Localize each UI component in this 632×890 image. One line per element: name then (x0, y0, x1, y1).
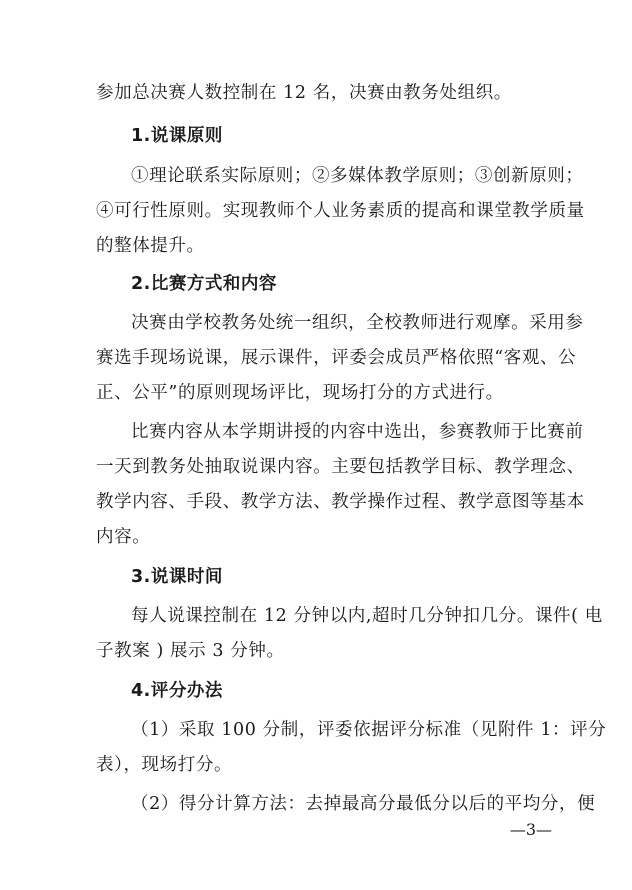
method-para2-line-1: 比赛内容从本学期讲授的内容中选出，参赛教师于比赛前 (131, 422, 584, 442)
principles-line-1: ①理论联系实际原则；②多媒体教学原则；③创新原则； (131, 166, 584, 186)
section-heading-time: 3.说课时间 (131, 567, 223, 587)
scoring-line-2: 表），现场打分。 (96, 755, 233, 775)
scoring-line-1: （1）采取 100 分制，评委依据评分标准（见附件 1：评分 (131, 720, 607, 740)
method-para2-line-3: 教学内容、手段、教学方法、教学操作过程、教学意图等基本 (96, 492, 585, 512)
section-heading-method: 2.比赛方式和内容 (131, 274, 277, 294)
method-para1-line-3: 正、公平”的原则现场评比，现场打分的方式进行。 (96, 383, 504, 403)
time-line-2: 子教案 ) 展示 3 分钟。 (96, 641, 285, 661)
section-heading-scoring: 4.评分办法 (131, 681, 223, 701)
intro-line: 参加总决赛人数控制在 12 名，决赛由教务处组织。 (96, 83, 512, 103)
scoring-line-3: （2）得分计算方法：去掉最高分最低分以后的平均分，便 (131, 794, 596, 814)
method-para2-line-2: 一天到教务处抽取说课内容。主要包括教学目标、教学理念、 (96, 457, 585, 477)
method-para1-line-2: 赛选手现场说课，展示课件，评委会成员严格依照“客观、公 (96, 348, 577, 368)
page-number: —3— (509, 820, 552, 839)
method-para2-line-4: 内容。 (96, 527, 151, 547)
principles-line-3: 的整体提升。 (96, 236, 205, 256)
section-heading-principles: 1.说课原则 (131, 126, 223, 146)
principles-line-2: ④可行性原则。实现教师个人业务素质的提高和课堂教学质量 (96, 201, 585, 221)
method-para1-line-1: 决赛由学校教务处统一组织，全校教师进行观摩。采用参 (131, 313, 584, 333)
time-line-1: 每人说课控制在 12 分钟以内,超时几分钟扣几分。课件( 电 (131, 606, 603, 626)
